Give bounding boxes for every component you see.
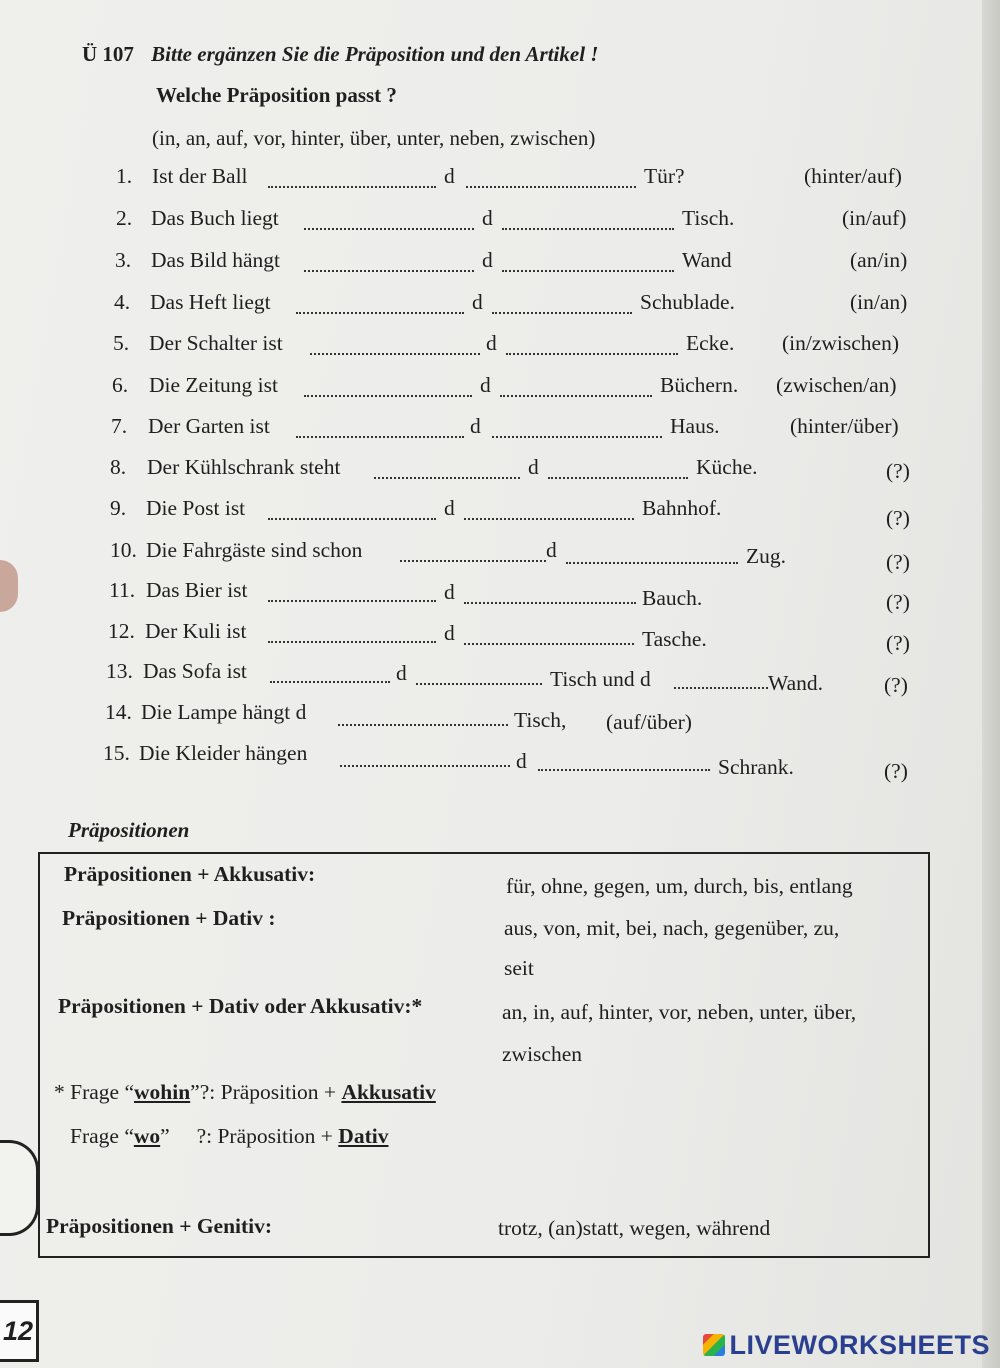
- item-number: 5.: [113, 331, 130, 355]
- item-text: Der Kuli ist: [145, 619, 247, 643]
- item-text: Der Kühlschrank steht: [147, 455, 341, 479]
- answer-blank[interactable]: [296, 418, 464, 438]
- article-blank[interactable]: [502, 252, 674, 272]
- exercise-subtitle: Welche Präposition passt ?: [156, 83, 397, 107]
- wechsel-list-cont: zwischen: [502, 1042, 582, 1066]
- exercise-item: [0, 700, 1000, 734]
- item-noun: Tür?: [644, 164, 685, 188]
- item-text: Das Bild hängt: [151, 248, 280, 272]
- article-prefix: d: [528, 455, 539, 479]
- exercise-item: [0, 206, 1000, 236]
- article-blank[interactable]: [492, 294, 632, 314]
- exercise-item: [0, 659, 1000, 697]
- item-noun: Tisch und d: [550, 667, 651, 691]
- article-prefix: d: [486, 331, 497, 355]
- answer-blank[interactable]: [338, 706, 508, 726]
- dat-label: Präpositionen + Dativ :: [62, 906, 276, 930]
- item-noun: Tasche.: [642, 627, 707, 651]
- article-prefix: d: [516, 749, 527, 773]
- item-number: 15.: [103, 741, 130, 765]
- item-number: 1.: [116, 164, 133, 188]
- item-number: 12.: [108, 619, 135, 643]
- exercise-item: [0, 414, 1000, 444]
- article-blank[interactable]: [492, 418, 662, 438]
- article-blank[interactable]: [674, 669, 768, 689]
- item-noun: Wand: [682, 248, 732, 272]
- wo-prefix: Frage “: [70, 1124, 134, 1148]
- watermark-text: LIVEWORKSHEETS: [729, 1330, 990, 1360]
- akk-list: für, ohne, gegen, um, durch, bis, entlang: [506, 874, 853, 898]
- liveworksheets-logo-icon: [703, 1334, 725, 1356]
- exercise-item: [0, 619, 1000, 655]
- answer-blank[interactable]: [268, 168, 436, 188]
- exercise-item: [0, 373, 1000, 403]
- item-number: 11.: [109, 578, 136, 602]
- item-hint: (zwischen/an): [776, 373, 897, 397]
- item-text: Das Buch liegt: [151, 206, 279, 230]
- item-text: Die Kleider hängen: [139, 741, 308, 765]
- akk-label: Präpositionen + Akkusativ:: [64, 862, 316, 886]
- answer-blank[interactable]: [340, 747, 510, 767]
- article-blank[interactable]: [416, 665, 542, 685]
- article-prefix: d: [482, 206, 493, 230]
- wechsel-list: an, in, auf, hinter, vor, neben, unter, über,: [502, 1000, 857, 1024]
- answer-blank[interactable]: [304, 210, 474, 230]
- item-hint: (?): [886, 590, 910, 614]
- item-noun: Küche.: [696, 455, 758, 479]
- item-text: Das Bier ist: [146, 578, 248, 602]
- article-blank[interactable]: [502, 210, 674, 230]
- article-blank[interactable]: [500, 377, 652, 397]
- item-hint: (?): [886, 459, 910, 483]
- item-text: Ist der Ball: [152, 164, 248, 188]
- exercise-item: [0, 331, 1000, 361]
- exercise-item: [0, 741, 1000, 783]
- article-prefix: d: [444, 164, 455, 188]
- item-number: 9.: [110, 496, 127, 520]
- wohin-rule: [54, 1080, 436, 1105]
- article-prefix: d: [482, 248, 493, 272]
- item-noun: Tisch.: [682, 206, 735, 230]
- article-prefix: d: [444, 621, 455, 645]
- item-hint: (?): [886, 631, 910, 655]
- item-text: Die Post ist: [146, 496, 246, 520]
- article-prefix: d: [480, 373, 491, 397]
- item-hint: (auf/über): [606, 710, 692, 734]
- exercise-item: [0, 455, 1000, 485]
- article-prefix: d: [546, 538, 557, 562]
- answer-blank[interactable]: [268, 623, 436, 643]
- item-text: Die Fahrgäste sind schon: [146, 538, 363, 562]
- item-noun: Büchern.: [660, 373, 739, 397]
- item-hint: (?): [886, 550, 910, 574]
- item-hint: (hinter/über): [790, 414, 899, 438]
- exercise-item: [0, 290, 1000, 320]
- item-text: Das Sofa ist: [143, 659, 247, 683]
- dat-list: aus, von, mit, bei, nach, gegenüber, zu,: [504, 916, 840, 940]
- section-title: Präpositionen: [68, 818, 190, 842]
- item-number: 6.: [112, 373, 129, 397]
- item-noun: Zug.: [746, 544, 787, 568]
- wohin-prefix: * Frage “: [54, 1080, 134, 1104]
- article-prefix: d: [444, 580, 455, 604]
- article-blank[interactable]: [464, 584, 636, 604]
- dat-list-cont: seit: [504, 956, 534, 980]
- answer-blank[interactable]: [268, 500, 436, 520]
- item-hint: (hinter/auf): [804, 164, 902, 188]
- article-blank[interactable]: [566, 544, 738, 564]
- exercise-item: [0, 496, 1000, 530]
- item-number: 3.: [115, 248, 132, 272]
- item-text: Der Garten ist: [148, 414, 270, 438]
- answer-blank[interactable]: [296, 294, 464, 314]
- item-text: Die Lampe hängt d: [141, 700, 307, 724]
- grammar-box: [38, 852, 930, 1258]
- exercise-item: [0, 578, 1000, 614]
- item-noun: Haus.: [670, 414, 720, 438]
- answer-blank[interactable]: [310, 335, 480, 355]
- wechsel-label: Präpositionen + Dativ oder Akkusativ:*: [58, 994, 423, 1018]
- exercise-item: [0, 538, 1000, 574]
- item-number: 8.: [110, 455, 127, 479]
- article-prefix: d: [444, 496, 455, 520]
- item-number: 7.: [111, 414, 128, 438]
- item-hint: (in/an): [850, 290, 908, 314]
- item-noun: Schublade.: [640, 290, 735, 314]
- item-noun: Bauch.: [642, 586, 703, 610]
- article-prefix: d: [396, 661, 407, 685]
- item-hint: (?): [884, 673, 908, 697]
- item-noun: Ecke.: [686, 331, 735, 355]
- item-noun: Schrank.: [718, 755, 794, 779]
- item-number: 4.: [114, 290, 131, 314]
- exercise-instruction: Bitte ergänzen Sie die Präposition und den Artikel !: [151, 42, 599, 66]
- exercise-header: [82, 42, 598, 67]
- article-blank[interactable]: [464, 625, 634, 645]
- answer-blank[interactable]: [270, 663, 390, 683]
- article-prefix: d: [472, 290, 483, 314]
- item-text: Der Schalter ist: [149, 331, 283, 355]
- article-prefix: d: [470, 414, 481, 438]
- item-hint: (in/auf): [842, 206, 907, 230]
- page-number: 12: [0, 1300, 39, 1362]
- wo-word: wo: [133, 1124, 161, 1148]
- wo-case: Dativ: [338, 1124, 389, 1148]
- wo-middle: ” ?: Präposition +: [160, 1124, 339, 1148]
- exercise-item: [0, 164, 1000, 194]
- preposition-choices: (in, an, auf, vor, hinter, über, unter, neben, zwischen): [152, 126, 596, 150]
- exercise-number: Ü 107: [82, 42, 134, 66]
- item-noun: Tisch,: [514, 708, 567, 732]
- article-blank[interactable]: [538, 751, 710, 771]
- answer-blank[interactable]: [268, 582, 436, 602]
- item-noun: Bahnhof.: [642, 496, 722, 520]
- answer-blank[interactable]: [304, 252, 474, 272]
- item-number: 13.: [106, 659, 133, 683]
- answer-blank[interactable]: [304, 377, 472, 397]
- answer-blank[interactable]: [400, 542, 546, 562]
- item-hint: (an/in): [850, 248, 908, 272]
- item-text: Die Zeitung ist: [149, 373, 278, 397]
- article-blank[interactable]: [466, 168, 636, 188]
- wohin-word: wohin: [134, 1080, 191, 1104]
- item-number: 2.: [116, 206, 133, 230]
- gen-label: Präpositionen + Genitiv:: [46, 1214, 273, 1238]
- exercise-item: [0, 248, 1000, 278]
- cartoon-figure: [0, 1140, 39, 1236]
- wo-rule: [70, 1124, 388, 1149]
- article-blank[interactable]: [548, 459, 688, 479]
- item-text: Das Heft liegt: [150, 290, 271, 314]
- item-number: 14.: [105, 700, 132, 724]
- article-blank[interactable]: [506, 335, 678, 355]
- answer-blank[interactable]: [374, 459, 520, 479]
- item-hint: (?): [886, 506, 910, 530]
- item-number: 10.: [110, 538, 137, 562]
- wohin-middle: ”?: Präposition +: [190, 1080, 342, 1104]
- wohin-case: Akkusativ: [341, 1080, 436, 1104]
- watermark: [703, 1330, 990, 1361]
- item-hint: (?): [884, 759, 908, 783]
- gen-list: trotz, (an)statt, wegen, während: [498, 1216, 771, 1240]
- item-noun: Wand.: [768, 671, 823, 695]
- article-blank[interactable]: [464, 500, 634, 520]
- item-hint: (in/zwischen): [782, 331, 900, 355]
